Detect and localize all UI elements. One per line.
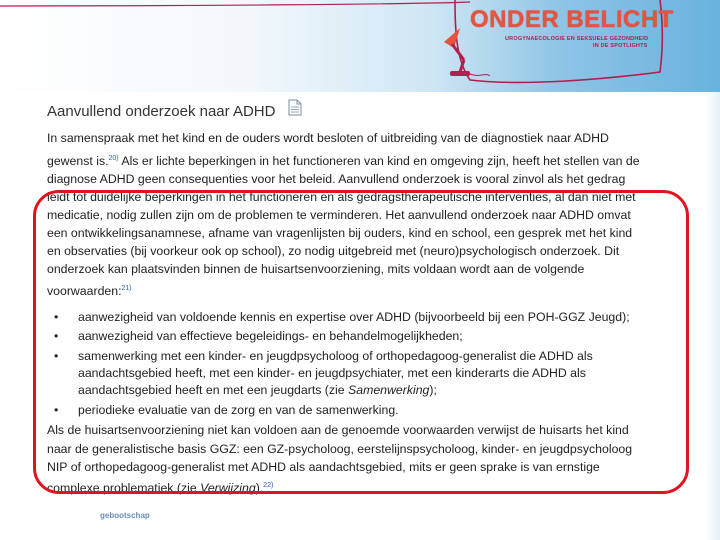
bullet-marker: •: [54, 403, 59, 417]
paragraph-line: Als de huisartsenvoorziening niet kan voldoen aan de genoemde voorwaarden verwijst de huisarts het kind: [47, 423, 629, 437]
paragraph-line: NIP of orthopedagoog-generalist met ADHD als aandachtsgebied, mits er geen sprake is van ernstige: [47, 460, 600, 474]
list-item: aanwezigheid van effectieve begeleidings- en behandelmogelijkheden;: [78, 329, 463, 343]
list-item-continued: aandachtsgebied heeft en met een jeugdarts (zie Samenwerking);: [78, 383, 437, 397]
list-item: aanwezigheid van voldoende kennis en expertise over ADHD (bijvoorbeeld bij een POH-GGZ Jeugd);: [78, 310, 630, 324]
cross-reference-link[interactable]: Verwijzing: [200, 481, 256, 495]
reference-link[interactable]: 20): [108, 155, 119, 162]
paragraph-line: In samenspraak met het kind en de ouders wordt besloten of uitbreiding van de diagnostiek naar ADHD: [47, 131, 609, 145]
bullet-marker: •: [54, 349, 59, 363]
paragraph-line: onderzoek kan plaatsvinden binnen de huisartsenvoorziening, mits voldaan wordt aan de volgende: [47, 262, 585, 276]
list-item: periodieke evaluatie van de zorg en van de samenwerking.: [78, 403, 399, 417]
right-edge-shade: [705, 92, 720, 540]
list-item: samenwerking met een kinder- en jeugdpsycholoog of orthopedagoog-generalist die ADHD als: [78, 349, 593, 363]
paragraph-line: naar de generalistische basis GGZ: een GZ-psycholoog, eerstelijnspsycholoog, kinder- en jeugdpsycholoog: [47, 442, 633, 456]
paragraph-line: een ontwikkelingsanamnese, afname van vragenlijsten bij ouders, kind en school, een gesprek met het kind: [47, 226, 633, 240]
paragraph-line: diagnose ADHD geen consequenties voor het beleid. Aanvullend onderzoek is vooral zinvol als het gedrag: [47, 172, 626, 186]
document-icon[interactable]: [288, 99, 302, 116]
paragraph-line: gewenst is.$^{20)}$ Als er lichte beperkingen in het functioneren van kind en omgeving zijn, heeft het stellen van de: [47, 154, 640, 168]
paragraph-line: leidt tot duidelijke beperkingen in het functioneren en als gedragstherapeutische interventies, al dan niet met: [47, 190, 636, 204]
paragraph-line: voorwaarden:$^{21)}$: [47, 284, 132, 298]
paragraph-line: complexe problematiek (zie Verwijzing).$^{22)}$: [47, 481, 274, 495]
paragraph-line: en observaties (bij voorkeur ook op school), zo nodig uitgebreid met (neuro)psychologisch onderzoek. Dit: [47, 244, 620, 258]
footer-text: gebootschap: [100, 511, 150, 520]
list-item-continued: aandachtsgebied heeft, met een kinder- en jeugdpsychiater, met een kinderarts die ADHD als: [78, 366, 586, 380]
reference-link[interactable]: 22): [263, 482, 274, 489]
bullet-marker: •: [54, 329, 59, 343]
paragraph-line: medicatie, nodig zullen zijn om de problemen te verminderen. Het aanvullend onderzoek naar ADHD omvat: [47, 208, 631, 222]
section-heading: Aanvullend onderzoek naar ADHD: [47, 103, 276, 120]
bullet-marker: •: [54, 310, 59, 324]
logo-title: ONDER BELICHT: [470, 6, 674, 33]
reference-link[interactable]: 21): [121, 285, 132, 292]
highlight-frame: [33, 190, 689, 494]
cross-reference-link[interactable]: Samenwerking: [348, 383, 430, 397]
logo-subtitle: UROGYNAECOLOGIE EN SEKSUELE GEZONDHEID IN DE SPOTLIGHTS: [505, 36, 649, 49]
